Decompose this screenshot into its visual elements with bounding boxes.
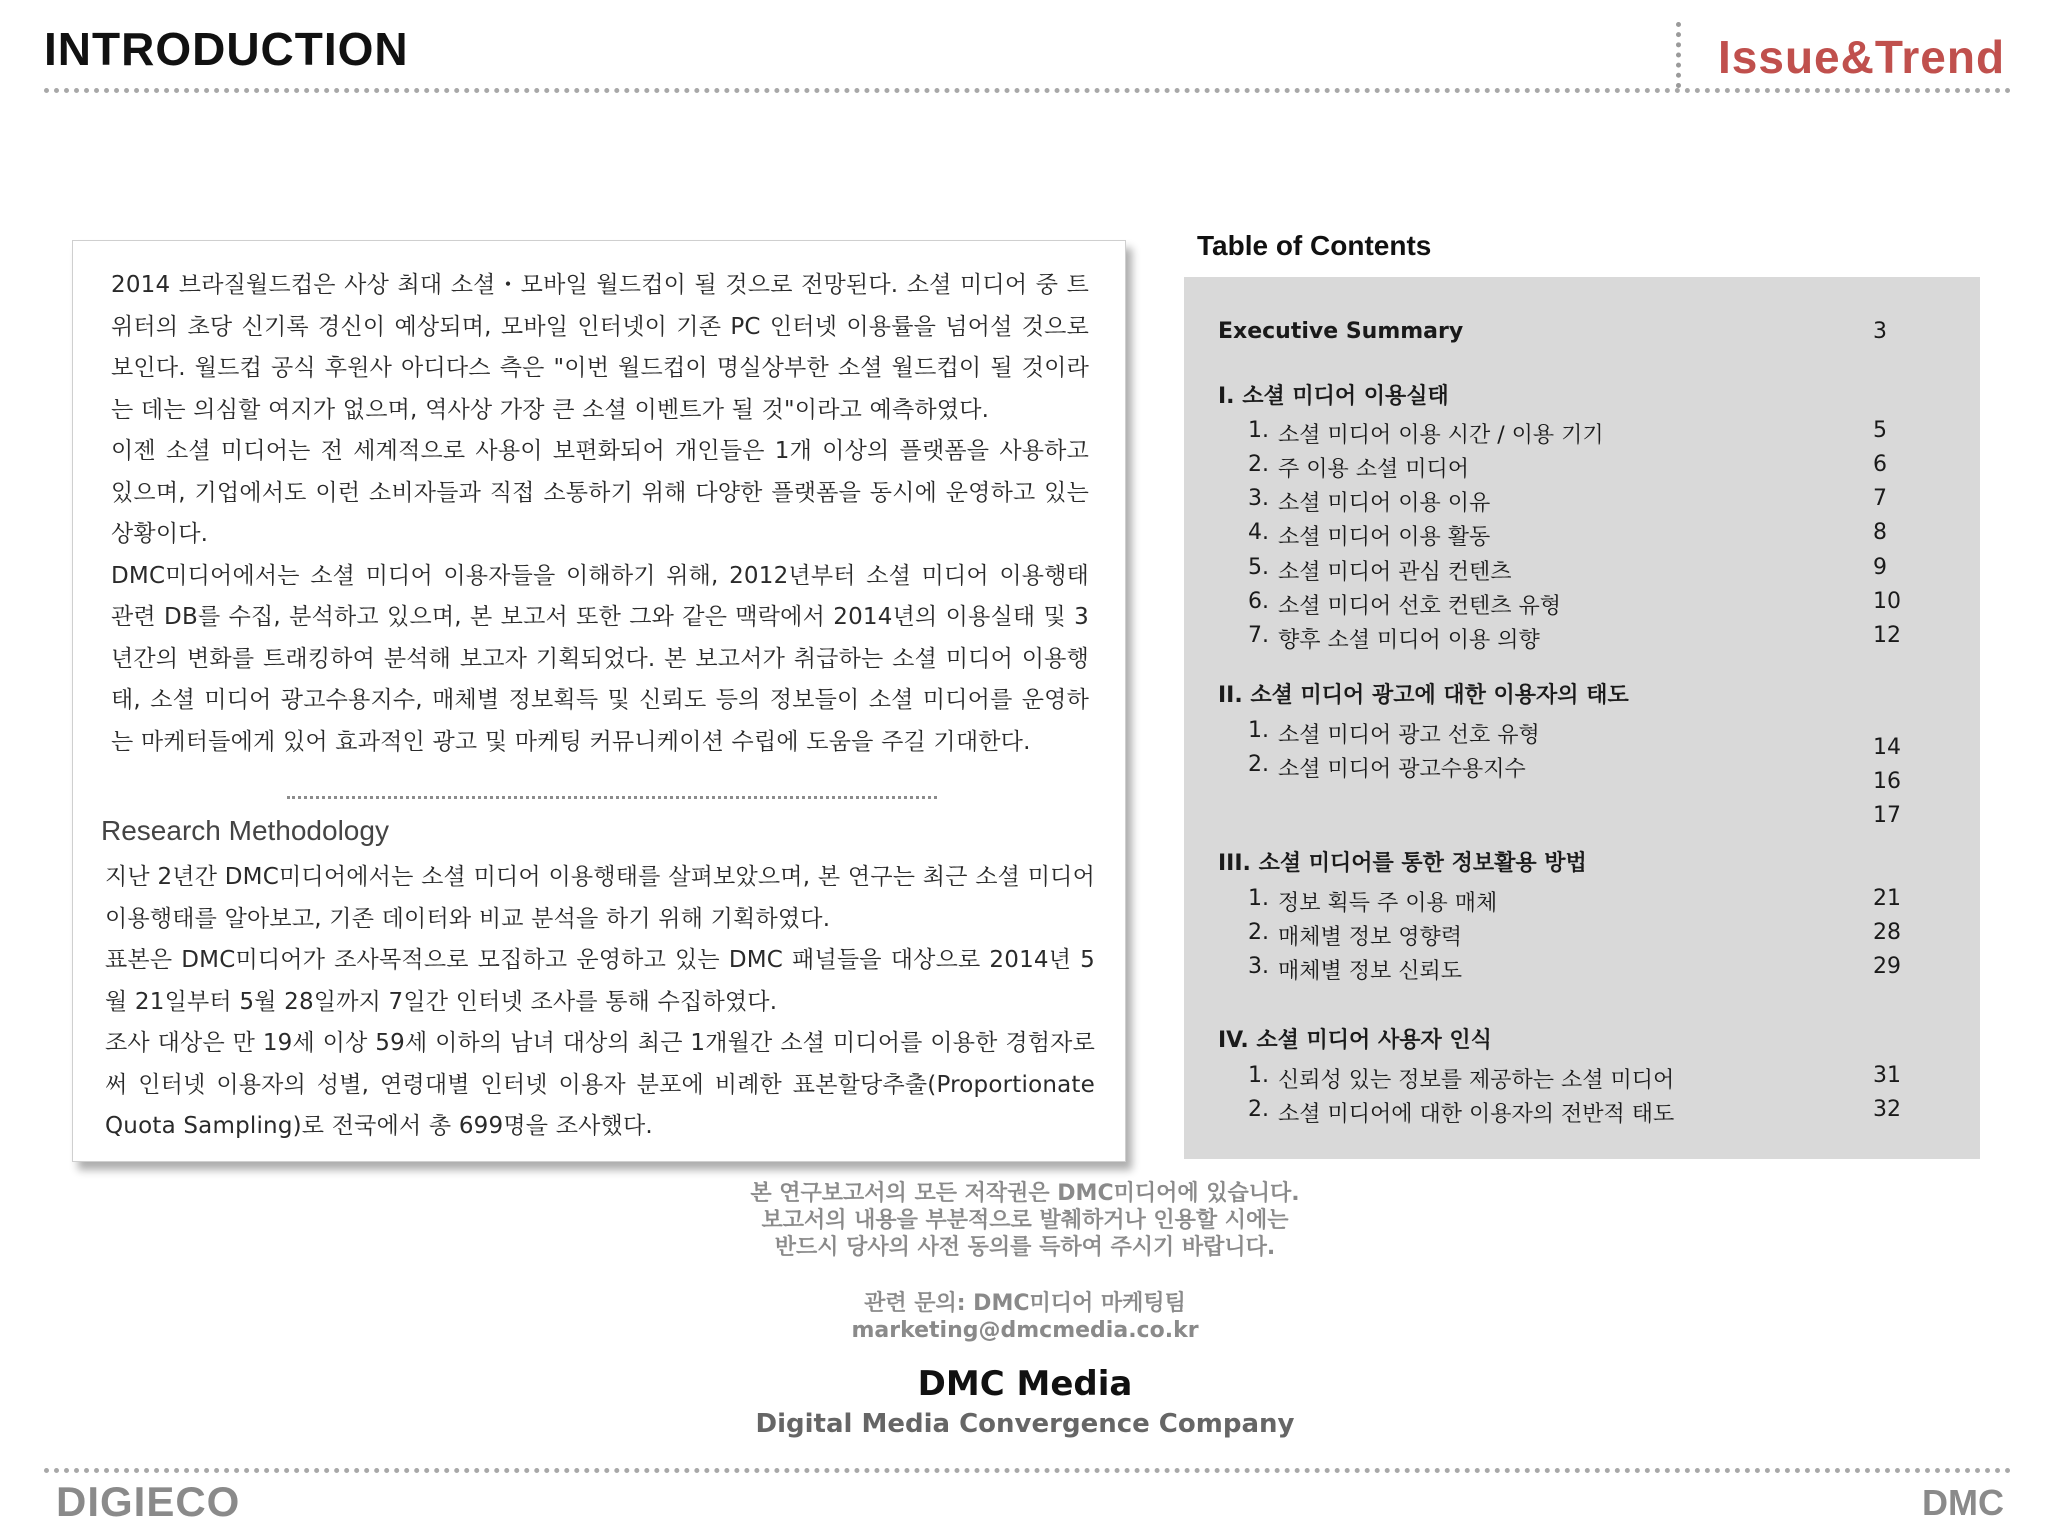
header-separator [1676,22,1681,88]
toc-item[interactable]: 2. 소셜 미디어에 대한 이용자의 전반적 태도 32 [1248,1097,1901,1127]
methodology-title: Research Methodology [101,815,389,846]
contact-label: 관련 문의: DMC미디어 마케팅팀 [864,1291,1186,1316]
toc-item[interactable]: 3. 매체별 정보 신뢰도 29 [1248,954,1901,984]
toc-item[interactable]: 1. 신뢰성 있는 정보를 제공하는 소셜 미디어 31 [1248,1063,1901,1093]
toc-section-heading[interactable]: IV. 소셜 미디어 사용자 인식 [1218,1028,1492,1053]
notice-line: 보고서의 내용을 부분적으로 발췌하거나 인용할 시에는 [761,1208,1289,1233]
introduction-text [111,265,1089,763]
toc-title: Table of Contents [1197,230,1432,261]
toc-item[interactable]: 1. 소셜 미디어 이용 시간 / 이용 기기 5 [1248,418,1887,448]
toc-item[interactable]: 6. 소셜 미디어 선호 컨텐츠 유형 10 [1248,589,1901,619]
toc-label: Executive Summary [1218,319,1464,344]
methodology-paragraph: 조사 대상은 만 19세 이상 59세 이하의 남녀 대상의 최근 1개월간 소셜 미디어를 이용한 경험자로써 인터넷 이용자의 성별, 연령대별 인터넷 이용자 분포에 비례한 표본할당추출(Proportionate Quota Sampling)로 전국에서 총 699명을 조사했다. [105,1030,1095,1139]
table-of-contents [1184,277,1980,1159]
notice-line: 반드시 당사의 사전 동의를 득하여 주시기 바랍니다. [774,1235,1276,1260]
company-tagline: Digital Media Convergence Company [755,1409,1295,1439]
dmc-logo: DMC [1922,1482,2004,1523]
toc-executive-summary[interactable] [1218,319,1938,353]
toc-item[interactable]: 5. 소셜 미디어 관심 컨텐츠 9 [1248,555,1887,585]
toc-item[interactable]: 2. 매체별 정보 영향력 28 [1248,920,1901,950]
toc-item[interactable]: 4. 소셜 미디어 이용 활동 8 [1248,520,1887,550]
section-divider [287,796,937,799]
methodology-paragraph: 지난 2년간 DMC미디어에서는 소셜 미디어 이용행태를 살펴보았으며, 본 연구는 최근 소셜 미디어 이용행태를 알아보고, 기존 데이터와 비교 분석을 하기 위해 기획하였다. [105,864,1095,932]
toc-item[interactable]: 7. 향후 소셜 미디어 이용 의향 12 [1248,623,1901,653]
contact-email[interactable]: marketing@dmcmedia.co.kr [851,1318,1199,1343]
issue-trend-logo: Issue&Trend [1718,31,2006,83]
intro-paragraph: 이젠 소셜 미디어는 전 세계적으로 사용이 보편화되어 개인들은 1개 이상의 플랫폼을 사용하고 있으며, 기업에서도 이런 소비자들과 직접 소통하기 위해 다양한 플랫폼을 동시에 운영하고 있는 상황이다. [111,438,1089,547]
copyright-notice [600,1180,1450,1261]
intro-paragraph: 2014 브라질월드컵은 사상 최대 소셜・모바일 월드컵이 될 것으로 전망된다. 소셜 미디어 중 트위터의 초당 신기록 경신이 예상되며, 모바일 인터넷이 기존 PC 인터넷 이용률을 넘어설 것으로 보인다. 월드컵 공식 후원사 아디다스 측은 "이번 월드컵이 명실상부한 소셜 월드컵이 될 것이라는 데는 의심할 여지가 없으며, 역사상 가장 큰 소셜 이벤트가 될 것"이라고 예측하였다. [111,272,1089,423]
introduction-box [72,240,1126,1162]
company-name: DMC Media [917,1364,1133,1404]
toc-item[interactable]: 1. 소셜 미디어 광고 선호 유형 [1248,718,1540,748]
toc-page: 16 [1873,769,1901,794]
header-divider [44,88,2012,93]
footer-divider [44,1468,2012,1473]
toc-section-heading[interactable]: II. 소셜 미디어 광고에 대한 이용자의 태도 [1218,683,1629,708]
digieco-logo: DIGIECO [56,1478,241,1525]
methodology-text [105,857,1095,1148]
toc-page: 14 [1873,735,1901,760]
methodology-paragraph: 표본은 DMC미디어가 조사목적으로 모집하고 운영하고 있는 DMC 패널들을 대상으로 2014년 5월 21일부터 5월 28일까지 7일간 인터넷 조사를 통해 수집하였다. [105,947,1095,1015]
toc-item[interactable]: 3. 소셜 미디어 이용 이유 7 [1248,486,1887,516]
notice-line: 본 연구보고서의 모든 저작권은 DMC미디어에 있습니다. [750,1181,1300,1206]
toc-item[interactable]: 2. 주 이용 소셜 미디어 6 [1248,452,1887,482]
intro-paragraph: DMC미디어에서는 소셜 미디어 이용자들을 이해하기 위해, 2012년부터 소셜 미디어 이용행태 관련 DB를 수집, 분석하고 있으며, 본 보고서 또한 그와 같은 맥락에서 2014년의 이용실태 및 3년간의 변화를 트래킹하여 분석해 보고자 기획되었다. 본 보고서가 취급하는 소셜 미디어 이용행태, 소셜 미디어 광고수용지수, 매체별 정보획득 및 신뢰도 등의 정보들이 소셜 미디어를 운영하는 마케터들에게 있어 효과적인 광고 및 마케팅 커뮤니케이션 수립에 도움을 주길 기대한다. [111,562,1089,755]
toc-item[interactable]: 2. 소셜 미디어 광고수용지수 [1248,752,1526,782]
contact-info [600,1290,1450,1344]
toc-section-heading[interactable]: I. 소셜 미디어 이용실태 [1218,384,1449,409]
page-title: INTRODUCTION [44,23,409,75]
toc-item[interactable]: 1. 정보 획득 주 이용 매체 21 [1248,886,1901,916]
toc-page: 3 [1873,319,1887,344]
toc-page: 17 [1873,803,1901,828]
toc-section-heading[interactable]: III. 소셜 미디어를 통한 정보활용 방법 [1218,851,1587,876]
